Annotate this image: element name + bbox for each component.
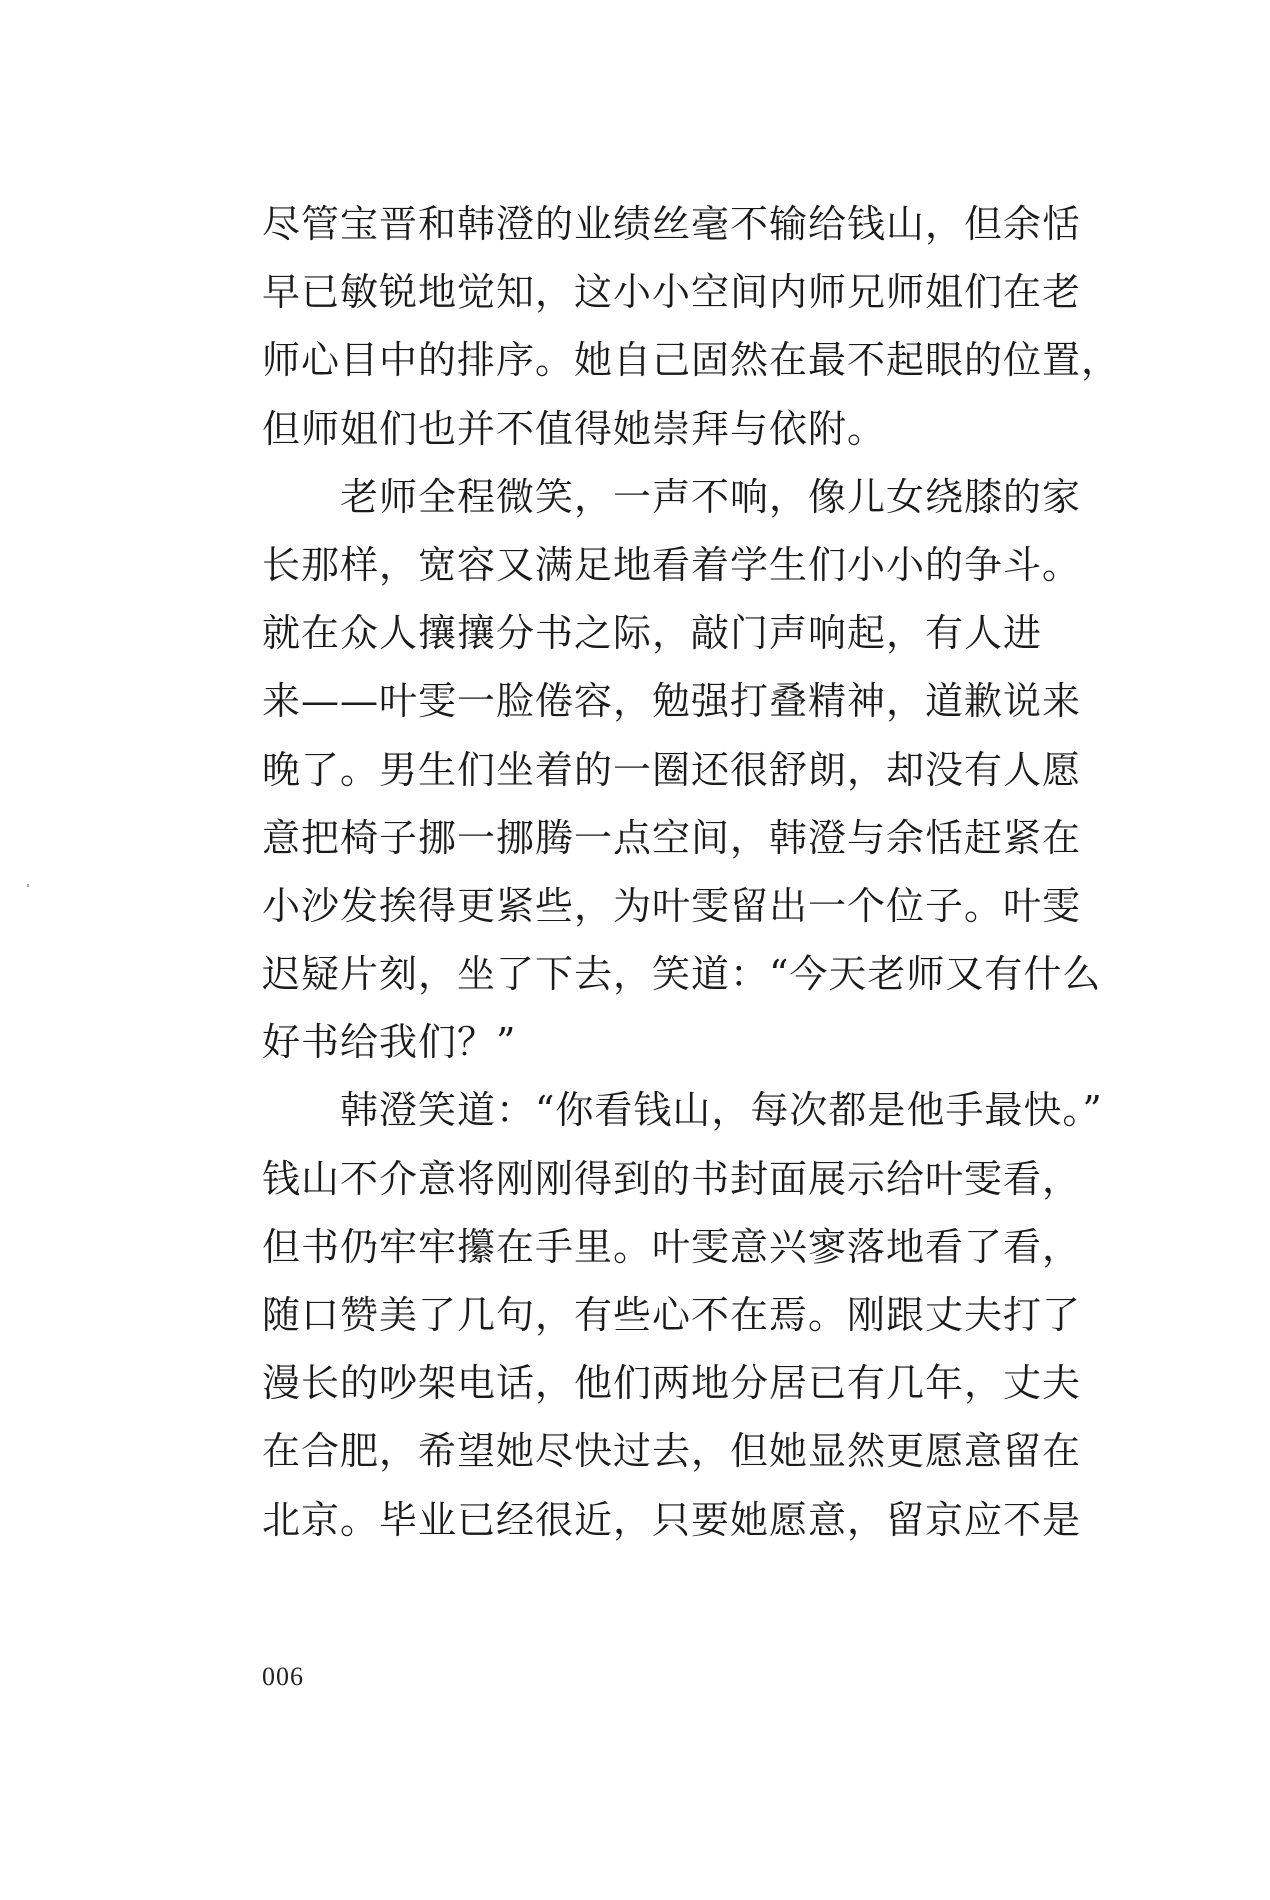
body-text xyxy=(262,190,1121,1554)
text-line: 钱山不介意将刚刚得到的书封面展示给叶雯看， xyxy=(262,1156,1082,1201)
text-line: 意把椅子挪一挪腾一点空间，韩澄与余恬赶紧在 xyxy=(262,815,1082,860)
text-line: 迟疑片刻，坐了下去，笑道：“今天老师又有什么 xyxy=(262,952,1102,997)
text-line: 好书给我们？” xyxy=(262,1020,517,1065)
scan-speck xyxy=(27,884,29,887)
text-line: 晚了。男生们坐着的一圈还很舒朗，却没有人愿 xyxy=(262,747,1082,792)
text-line: 尽管宝晋和韩澄的业绩丝毫不输给钱山，但余恬 xyxy=(262,202,1082,246)
text-line: 韩澄笑道：“你看钱山，每次都是他手最快。” xyxy=(262,1088,1103,1133)
text-line: 在合肥，希望她尽快过去，但她显然更愿意留在 xyxy=(262,1429,1082,1474)
text-line: 来——叶雯一脸倦容，勉强打叠精神，道歉说来 xyxy=(262,679,1082,724)
text-line: 北京。毕业已经很近，只要她愿意，留京应不是 xyxy=(262,1497,1082,1542)
text-line: 老师全程微笑，一声不响，像儿女绕膝的家 xyxy=(262,474,1082,519)
text-line: 师心目中的排序。她自己固然在最不起眼的位置， xyxy=(262,338,1121,383)
text-line: 早已敏锐地觉知，这小小空间内师兄师姐们在老 xyxy=(262,270,1082,315)
text-line: 但师姐们也并不值得她崇拜与依附。 xyxy=(262,406,887,451)
text-line: 但书仍牢牢攥在手里。叶雯意兴寥落地看了看， xyxy=(262,1224,1082,1269)
text-line: 就在众人攘攘分书之际，敲门声响起，有人进 xyxy=(262,611,1043,656)
page-number: 006 xyxy=(262,1662,304,1691)
text-line: 随口赞美了几句，有些心不在焉。刚跟丈夫打了 xyxy=(262,1293,1082,1337)
text-line: 漫长的吵架电话，他们两地分居已有几年，丈夫 xyxy=(262,1361,1082,1406)
text-line: 小沙发挨得更紧些，为叶雯留出一个位子。叶雯 xyxy=(262,883,1082,928)
text-line: 长那样，宽容又满足地看着学生们小小的争斗。 xyxy=(262,542,1082,587)
